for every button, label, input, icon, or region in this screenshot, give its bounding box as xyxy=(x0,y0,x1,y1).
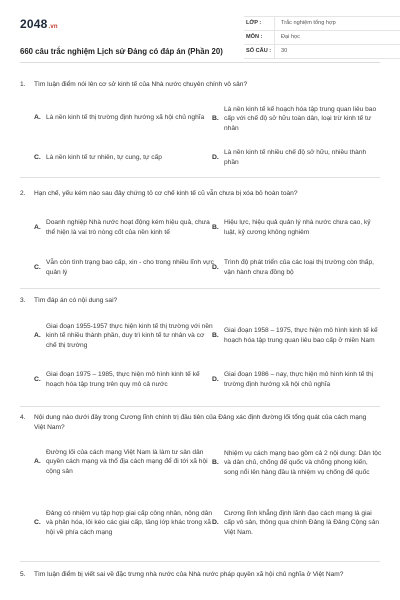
option-text: Là nền kinh tế nhiều chế độ sở hữu, nhiều thành phần xyxy=(224,149,367,166)
meta-value: Trắc nghiệm tổng hợp xyxy=(281,20,336,27)
document-title: 660 câu trắc nghiệm Lịch sử Đảng có đáp án (Phần 20) xyxy=(20,47,223,56)
meta-value: 30 xyxy=(281,48,288,55)
question-2 xyxy=(20,189,380,199)
option-letter: C. xyxy=(34,519,41,527)
option-letter: B. xyxy=(212,332,219,340)
option-letter: B. xyxy=(212,224,219,232)
question-text: Tìm luận điểm bị viết sai về đặc trưng nhà nước của Nhà nước pháp quyền xã hội chủ nghĩa ở Việt Nam? xyxy=(34,571,344,578)
question-divider xyxy=(20,561,380,562)
logo-main: 2048 xyxy=(20,17,48,31)
meta-row-subject xyxy=(244,31,400,45)
meta-key: LỚP : xyxy=(246,20,262,27)
option-letter: A. xyxy=(34,114,41,122)
option-text: Nhiệm vụ cách mạng bao gồm cả 2 nội dung: Dân tộc và dân chủ, chống đế quốc và chống phong kiến, song nổi lên hàng đầu là nhiệm vụ chống đế quốc xyxy=(224,449,382,476)
option-b[interactable] xyxy=(212,440,382,486)
option-letter: D. xyxy=(212,376,219,384)
question-number: 5. xyxy=(20,571,26,578)
option-text: Giai đoạn 1955-1957 thực hiện kinh tế thị trường với nền kinh tế nhiều thành phần, duy trì kinh tế tư nhân và cơ chế thị trường xyxy=(46,322,213,349)
question-5 xyxy=(20,570,380,580)
site-logo[interactable] xyxy=(20,16,58,33)
question-text: Tìm đáp án có nội dung sai? xyxy=(34,297,118,304)
option-text: Trình độ phát triển của các loại thị trường còn thấp, vận hành chưa đồng bộ xyxy=(224,259,374,276)
option-text: Cương lĩnh khẳng định lãnh đạo cách mạng là giai cấp vô sản, thông qua chính Đảng là Đảng Cộng sản Việt Nam. xyxy=(224,509,380,536)
option-c[interactable] xyxy=(34,500,214,546)
option-a[interactable] xyxy=(34,210,214,246)
header xyxy=(20,16,380,72)
option-letter: A. xyxy=(34,458,41,466)
option-letter: C. xyxy=(34,264,41,272)
option-c[interactable] xyxy=(34,362,214,398)
option-text: Hiệu lực, hiệu quả quản lý nhà nước chưa cao, kỷ luật, kỷ cương không nghiêm xyxy=(224,219,371,236)
option-d[interactable] xyxy=(212,147,382,169)
question-divider xyxy=(20,406,380,407)
option-text: Doanh nghiệp Nhà nước hoạt động kém hiệu quả, chưa thể hiện là vai trò nòng cốt của nền kinh tế xyxy=(46,219,210,236)
meta-row-class xyxy=(244,17,400,31)
option-letter: C. xyxy=(34,376,41,384)
option-b[interactable] xyxy=(212,215,382,241)
question-text: Hạn chế, yếu kém nào sau đây chứng tỏ cơ chế kinh tế cũ vẫn chưa bị xóa bỏ hoàn toàn? xyxy=(34,190,298,197)
meta-row-count xyxy=(244,45,400,59)
question-number: 4. xyxy=(20,414,26,421)
option-a[interactable] xyxy=(34,104,214,132)
option-text: Giai đoạn 1986 – nay, thực hiện mô hình kinh tế thị trường định hướng xã hội chủ nghĩa xyxy=(224,371,374,388)
question-number: 1. xyxy=(20,81,26,88)
option-text: Đường lối của cách mạng Việt Nam là làm tư sản dân quyền cách mạng và thổ địa cách mạng để đi tới xã hội cộng sản xyxy=(46,448,208,475)
option-text: Là nền kinh tế thị trường định hướng xã hội chủ nghĩa xyxy=(46,114,205,122)
option-c[interactable] xyxy=(34,151,214,165)
option-text: Đảng có nhiệm vụ tập hợp giai cấp công nhân, nông dân và phân hóa, lôi kéo các giai cấp, tầng lớp khác trong xã hội về phía cách mạng xyxy=(46,509,212,536)
option-b[interactable] xyxy=(212,101,382,137)
option-letter: A. xyxy=(34,224,41,232)
option-letter: D. xyxy=(212,519,219,527)
option-b[interactable] xyxy=(212,318,382,354)
question-3 xyxy=(20,296,380,306)
option-text: Là nền kinh tế kế hoạch hóa tập trung quan liêu bao cấp với chế độ sở hữu toàn dân, loại trừ kinh tế tư nhân xyxy=(224,105,377,132)
option-text: Là nền kinh tế tư nhiên, tự cung, tự cấp xyxy=(46,154,162,162)
option-d[interactable] xyxy=(212,256,382,280)
question-number: 3. xyxy=(20,297,26,304)
option-text: Giai đoạn 1958 – 1975, thực hiện mô hình kinh tế kế hoạch hóa tập trung quan liêu bao cấp ở miền Nam xyxy=(224,327,378,344)
option-d[interactable] xyxy=(212,362,382,398)
option-letter: C. xyxy=(34,154,41,162)
option-letter: A. xyxy=(34,332,41,340)
question-text: Tìm luận điểm nói lên cơ sở kinh tế của Nhà nước chuyên chính vô sản? xyxy=(34,81,248,88)
question-number: 2. xyxy=(20,190,26,197)
option-letter: B. xyxy=(212,115,219,123)
meta-value: Đại học xyxy=(281,34,300,41)
option-letter: D. xyxy=(212,264,219,272)
meta-key: SỐ CÂU : xyxy=(246,48,272,55)
question-text: Nội dung nào dưới đây trong Cương lĩnh chính trị đầu tiên của Đảng xác định đường lối tổng quát của cách mạng Việt Nam? xyxy=(34,414,367,431)
option-text: Vẫn còn tình trạng bao cấp, xin - cho trong nhiều lĩnh vực quản lý xyxy=(46,259,214,276)
option-a[interactable] xyxy=(34,318,214,354)
option-text: Giai đoạn 1975 – 1985, thực hiện mô hình kinh tế kế hoạch hóa tập trung trên quy mô cả nước xyxy=(46,371,200,388)
question-1 xyxy=(20,80,380,90)
question-divider xyxy=(20,177,380,178)
option-c[interactable] xyxy=(34,256,214,280)
option-letter: B. xyxy=(212,459,219,467)
logo-suffix: .vn xyxy=(48,24,58,30)
meta-table xyxy=(244,16,400,59)
question-4 xyxy=(20,413,380,432)
option-a[interactable] xyxy=(34,444,214,480)
meta-key: MÔN : xyxy=(246,34,263,41)
question-divider xyxy=(20,288,380,289)
header-divider xyxy=(20,62,380,63)
option-letter: D. xyxy=(212,154,219,162)
option-d[interactable] xyxy=(212,505,382,541)
